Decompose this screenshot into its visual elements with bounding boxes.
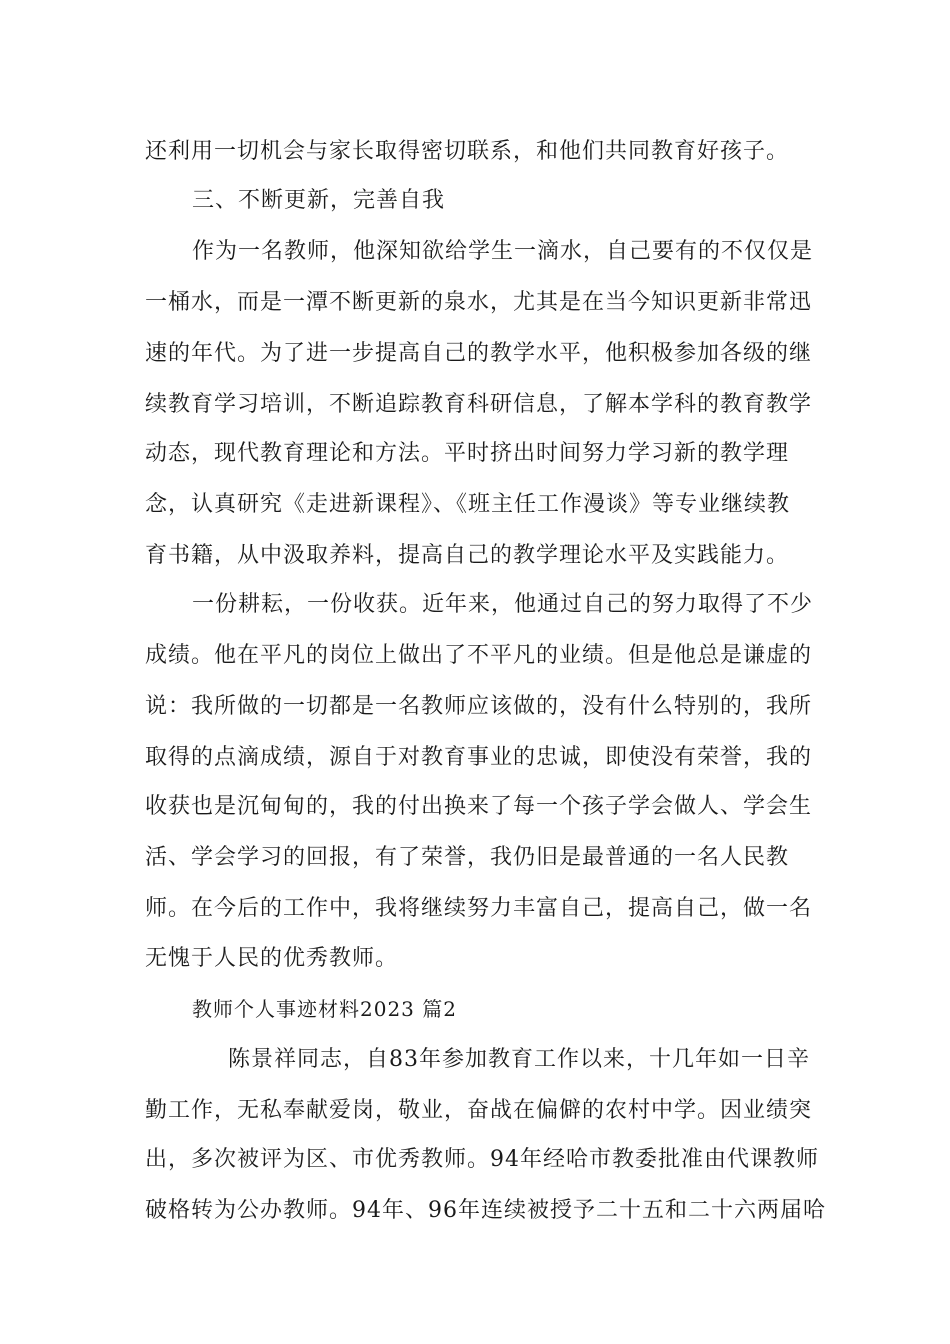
section-title: 教师个人事迹材料2023 篇2 [192, 997, 457, 1021]
paragraph-line: 动态，现代教育理论和方法。平时挤出时间努力学习新的教学理 [145, 441, 790, 466]
paragraph-line: 出，多次被评为区、市优秀教师。94年经哈市教委批准由代课教师 [145, 1147, 819, 1172]
paragraph-line: 一桶水，而是一潭不断更新的泉水，尤其是在当今知识更新非常迅 [145, 290, 813, 315]
paragraph-line: 师。在今后的工作中，我将继续努力丰富自己，提高自己，做一名 [145, 896, 813, 921]
paragraph-line: 念，认真研究《走进新课程》、《班主任工作漫谈》等专业继续教 [145, 492, 791, 517]
paragraph-line: 勤工作，无私奉献爱岗，敬业，奋战在偏僻的农村中学。因业绩突 [145, 1098, 813, 1123]
paragraph-line: 成绩。他在平凡的岗位上做出了不平凡的业绩。但是他总是谦虚的 [145, 643, 813, 668]
paragraph-line: 活、学会学习的回报，有了荣誉，我仍旧是最普通的一名人民教 [145, 845, 790, 870]
paragraph-line: 一份耕耘，一份收获。近年来，他通过自己的努力取得了不少 [192, 592, 814, 617]
paragraph-line: 陈景祥同志，自83年参加教育工作以来，十几年如一日辛 [228, 1047, 810, 1072]
paragraph-line: 破格转为公办教师。94年、96年连续被授予二十五和二十六两届哈 [145, 1198, 826, 1223]
paragraph-line: 收获也是沉甸甸的，我的付出换来了每一个孩子学会做人、学会生 [145, 794, 813, 819]
paragraph-line: 无愧于人民的优秀教师。 [145, 946, 399, 971]
paragraph-line: 速的年代。为了进一步提高自己的教学水平，他积极参加各级的继 [145, 341, 813, 366]
paragraph-line: 还利用一切机会与家长取得密切联系，和他们共同教育好孩子。 [145, 139, 790, 164]
section-heading: 三、不断更新，完善自我 [192, 188, 446, 213]
paragraph-line: 说：我所做的一切都是一名教师应该做的，没有什么特别的，我所 [145, 694, 813, 719]
paragraph-line: 育书籍，从中汲取养料，提高自己的教学理论水平及实践能力。 [145, 543, 790, 568]
paragraph-line: 续教育学习培训，不断追踪教育科研信息，了解本学科的教育教学 [145, 392, 813, 417]
paragraph-line: 取得的点滴成绩，源自于对教育事业的忠诚，即使没有荣誉，我的 [145, 745, 813, 770]
paragraph-line: 作为一名教师，他深知欲给学生一滴水，自己要有的不仅仅是 [192, 239, 814, 264]
